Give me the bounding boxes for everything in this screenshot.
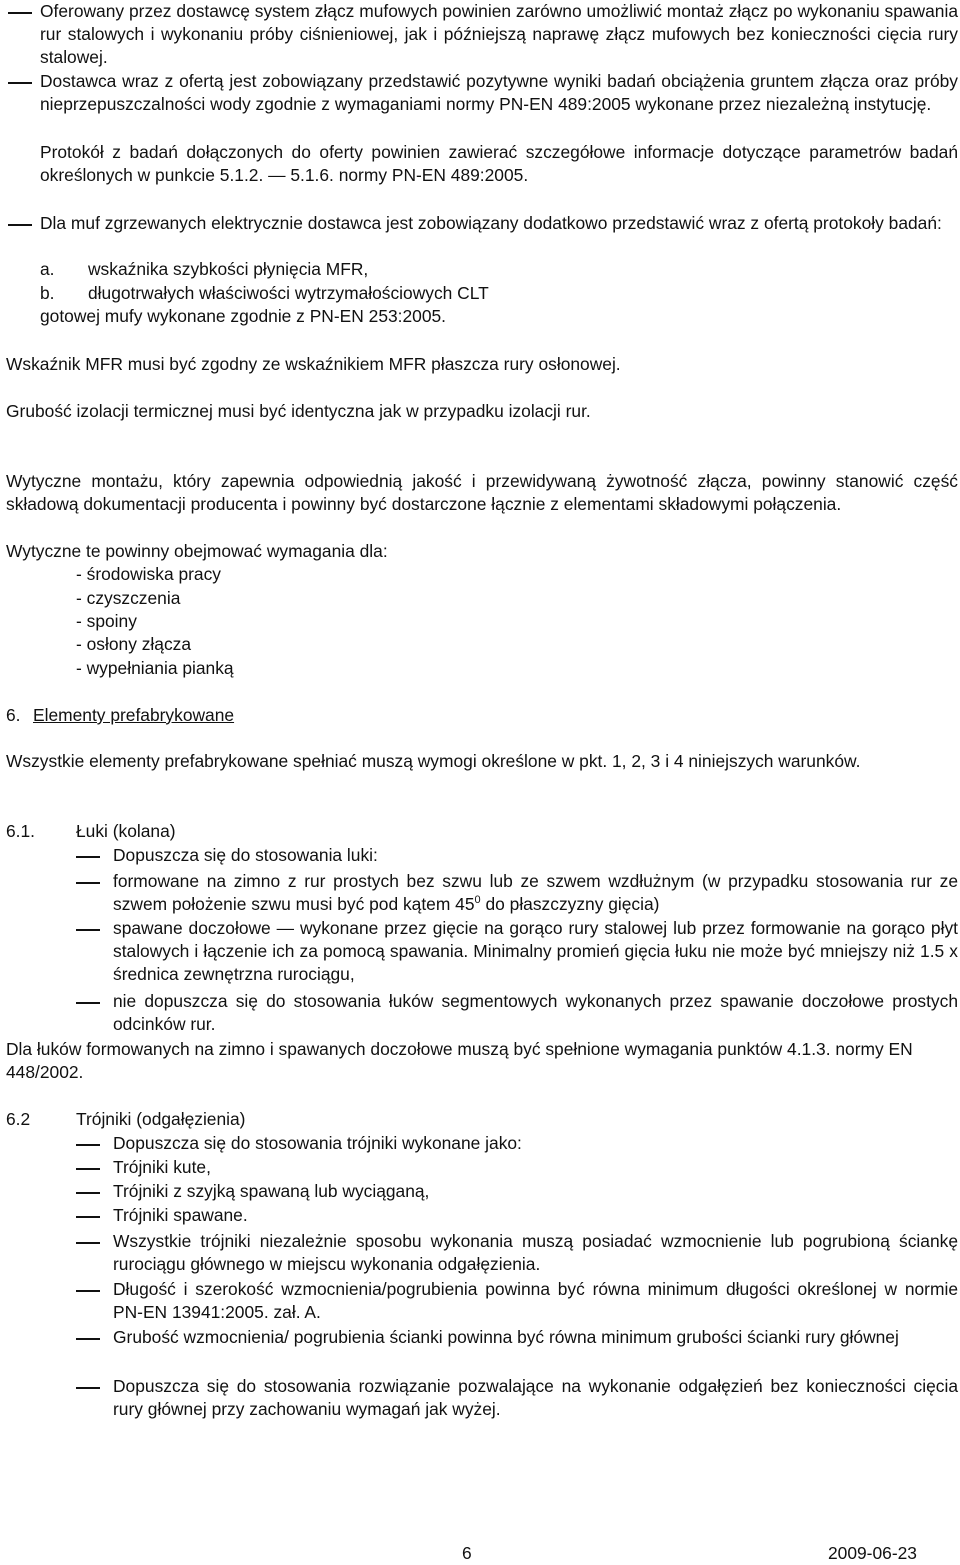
bullet-text: spawane doczołowe — wykonane przez gięcie na gorąco rury stalowej lub przez formowanie na gorąco płyt stalowych i łączenie ich za pomocą spawania. Minimalny promień gięcia łuku nie może być mniejszy niż 1.5 x średnica zewnętrzna rurociągu, <box>113 918 958 985</box>
section-number: 6. <box>6 705 21 725</box>
list-marker: b. <box>40 283 55 303</box>
section-heading <box>6 704 234 727</box>
paragraph: Grubość izolacji termicznej musi być identyczna jak w przypadku izolacji rur. <box>6 401 591 421</box>
paragraph: Wskaźnik MFR musi być zgodny ze wskaźnikiem MFR płaszcza rury osłonowej. <box>6 354 621 374</box>
list-item: - wypełniania pianką <box>76 658 234 678</box>
bullet-dash <box>76 1002 100 1004</box>
list-marker: a. <box>40 259 55 279</box>
bullet-dash <box>76 856 100 858</box>
bullet-dash <box>76 929 100 931</box>
footer-date: 2009-06-23 <box>828 1543 917 1563</box>
bullet-dash <box>76 882 100 884</box>
bullet-text: Grubość wzmocnienia/ pogrubienia ścianki powinna być równa minimum grubości ścianki rury głównej <box>113 1327 899 1347</box>
bullet-text <box>113 870 958 916</box>
subsection-heading <box>6 1108 245 1131</box>
list-item-text: długotrwałych właściwości wytrzymałościowych CLT <box>88 283 489 303</box>
bullet-extra-text: Protokół z badań dołączonych do oferty powinien zawierać szczegółowe informacje dotyczące parametrów badań określonych w punkcie 5.1.2. — 5.1.6. normy PN-EN 489:2005. <box>40 142 958 186</box>
page-number: 6 <box>462 1543 472 1563</box>
degree-superscript: 0 <box>474 894 481 907</box>
paragraph: Wytyczne te powinny obejmować wymagania dla: <box>6 541 388 561</box>
bullet-dash <box>8 82 32 84</box>
paragraph: Dla łuków formowanych na zimno i spawanych doczołowe muszą być spełnione wymagania punktów 4.1.3. normy EN 448/2002. <box>6 1039 913 1083</box>
bullet-dash <box>8 12 32 14</box>
bullet-text: nie dopuszcza się do stosowania łuków segmentowych wykonanych przez spawanie doczołowe prostych odcinków rur. <box>113 991 958 1035</box>
subsection-heading <box>6 820 176 843</box>
bullet-dash <box>76 1192 100 1194</box>
bullet-dash <box>76 1144 100 1146</box>
bullet-text: Dopuszcza się do stosowania trójniki wykonane jako: <box>113 1133 522 1153</box>
bullet-text: Wszystkie trójniki niezależnie sposobu wykonania muszą posiadać wzmocnienie lub pogrubioną ściankę rurociągu głównego w miejscu wykonania odgałęzienia. <box>113 1231 958 1275</box>
paragraph: gotowej mufy wykonane zgodnie z PN-EN 253:2005. <box>40 306 447 326</box>
bullet-dash <box>76 1168 100 1170</box>
bullet-dash <box>8 224 32 226</box>
bullet-dash <box>76 1216 100 1218</box>
bullet-text: Dostawca wraz z ofertą jest zobowiązany przedstawić pozytywne wyniki badań obciążenia gruntem złącza oraz próby nieprzepuszczalności wody zgodnie z wymaganiami normy PN-EN 489:2005 wykonane przez niezależną instytucję. <box>40 71 958 115</box>
subsection-title: Łuki (kolana) <box>76 821 176 841</box>
list-item-text: wskaźnika szybkości płynięcia MFR, <box>88 259 369 279</box>
bullet-dash <box>76 1290 100 1292</box>
bullet-text: Trójniki z szyjką spawaną lub wyciąganą, <box>113 1181 430 1201</box>
section-title: Elementy prefabrykowane <box>33 705 235 725</box>
bullet-text: Długość i szerokość wzmocnienia/pogrubienia powinna być równa minimum długości określonej w normie PN-EN 13941:2005. zał. A. <box>113 1279 958 1323</box>
bullet-dash <box>76 1338 100 1340</box>
bullet-text: Trójniki spawane. <box>113 1205 248 1225</box>
bullet-dash <box>76 1387 100 1389</box>
list-item: - osłony złącza <box>76 634 192 654</box>
bullet-text: Oferowany przez dostawcę system złącz mufowych powinien zarówno umożliwić montaż złącz po wykonaniu spawania rur stalowych i wykonaniu próby ciśnieniowej, jak i późniejszą naprawę złącz mufowych bez konieczności cięcia rury stalowej. <box>40 1 958 68</box>
list-item: - spoiny <box>76 611 137 631</box>
bullet-text-tail: do płaszczyzny gięcia) <box>480 894 660 915</box>
subsection-title: Trójniki (odgałęzienia) <box>76 1109 246 1129</box>
list-item: - środowiska pracy <box>76 564 221 584</box>
bullet-text: Dla muf zgrzewanych elektrycznie dostawca jest zobowiązany dodatkowo przedstawić wraz z ofertą protokoły badań: <box>40 213 942 233</box>
list-item: - czyszczenia <box>76 588 181 608</box>
bullet-text-main: formowane na zimno z rur prostych bez szwu lub ze szwem wzdłużnym (w przypadku stosowania rur ze szwem położenie szwu musi być pod kątem 45 <box>113 871 958 915</box>
bullet-text: Trójniki kute, <box>113 1157 211 1177</box>
list-item <box>40 282 489 305</box>
bullet-dash <box>76 1242 100 1244</box>
paragraph: Wytyczne montażu, który zapewnia odpowiednią jakość i przewidywaną żywotność złącza, powinny stanowić część składową dokumentacji producenta i powinny być dostarczone łącznie z elementami składowymi połączenia. <box>6 471 958 515</box>
subsection-number: 6.2 <box>6 1109 31 1129</box>
list-item <box>40 258 368 281</box>
bullet-text: Dopuszcza się do stosowania luki: <box>113 845 378 865</box>
bullet-text: Dopuszcza się do stosowania rozwiązanie pozwalające na wykonanie odgałęzień bez konieczności cięcia rury głównej przy zachowaniu wymagań jak wyżej. <box>113 1376 958 1420</box>
subsection-number: 6.1. <box>6 821 36 841</box>
paragraph: Wszystkie elementy prefabrykowane spełniać muszą wymogi określone w pkt. 1, 2, 3 i 4 niniejszych warunków. <box>6 751 861 771</box>
